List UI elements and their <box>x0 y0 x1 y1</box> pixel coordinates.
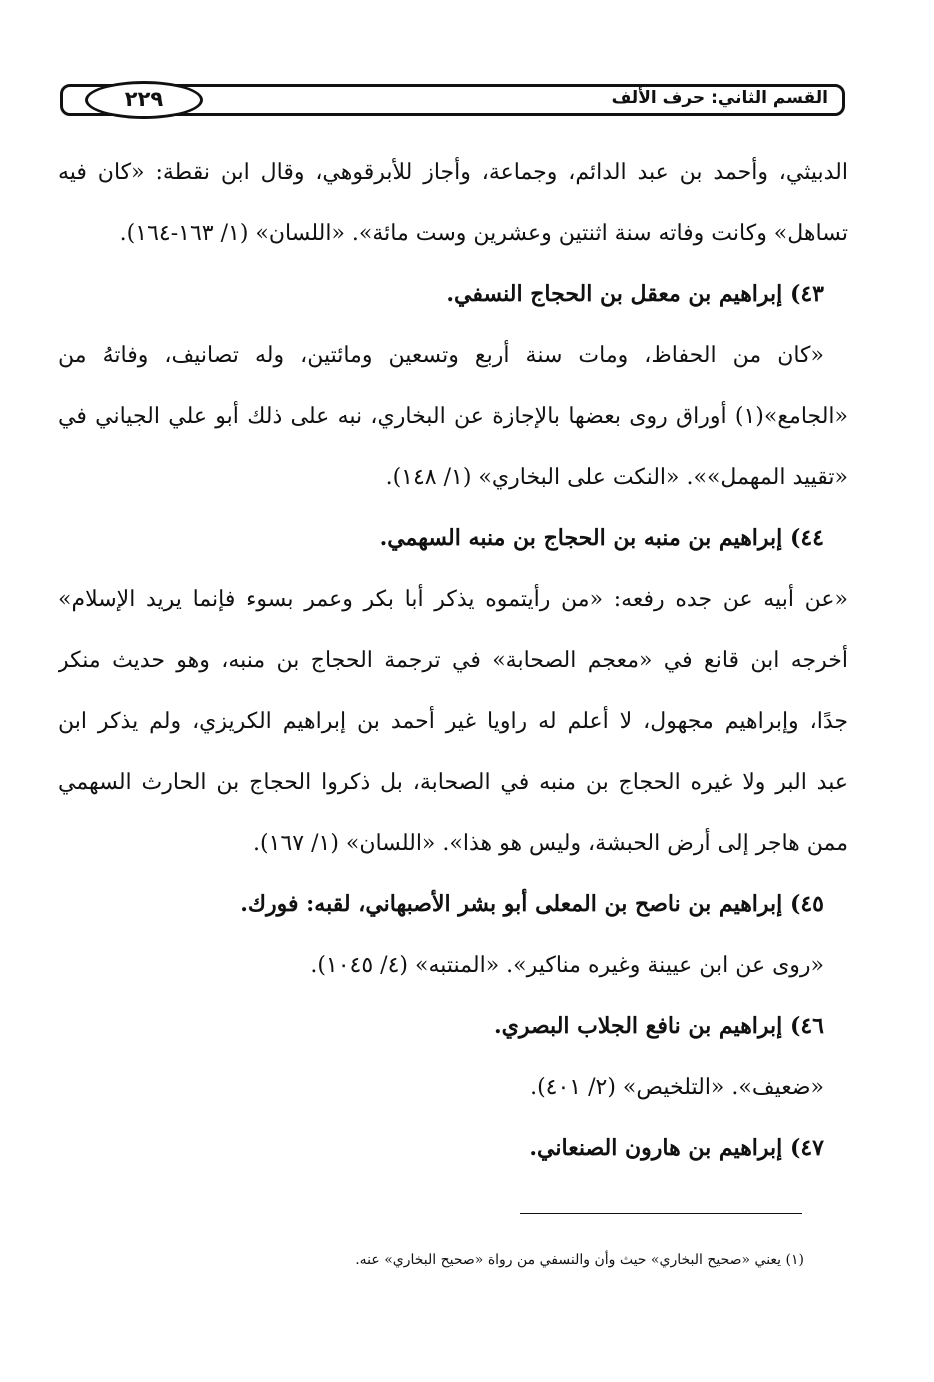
entry-heading-47: ٤٧) إبراهيم بن هارون الصنعاني. <box>529 1135 824 1161</box>
text-line: «ضعيف». «التلخيص» (٢/ ٤٠١). <box>530 1075 824 1100</box>
footnote: (١) يعني «صحيح البخاري» حيث وأن والنسفي من رواة «صحيح البخاري» عنه. <box>355 1252 804 1268</box>
entry-heading-46: ٤٦) إبراهيم بن نافع الجلاب البصري. <box>493 1013 824 1039</box>
text-line: ممن هاجر إلى أرض الحبشة، وليس هو هذا». «اللسان» (١/ ١٦٧). <box>253 831 848 856</box>
text-line: تساهل» وكانت وفاته سنة اثنتين وعشرين وست مائة». «اللسان» (١/ ١٦٣-١٦٤). <box>119 221 848 246</box>
entry-heading-45: ٤٥) إبراهيم بن ناصح بن المعلى أبو بشر الأصبهاني، لقبه: فورك. <box>240 891 824 917</box>
footnote-separator <box>520 1213 802 1214</box>
page-number-badge: ٢٢٩ <box>85 81 203 119</box>
text-line: «تقييد المهمل»». «النكت على البخاري» (١/ ١٤٨). <box>385 465 848 490</box>
text-line: الدبيثي، وأحمد بن عبد الدائم، وجماعة، وأجاز للأبرقوهي، وقال ابن نقطة: «كان فيه <box>58 160 848 185</box>
text-line: «روى عن ابن عيينة وغيره مناكير». «المنتبه» (٤/ ١٠٤٥). <box>310 953 824 978</box>
header-title: القسم الثاني: حرف الألف <box>611 88 828 108</box>
running-header <box>60 84 845 116</box>
text-line: «عن أبيه عن جده رفعه: «من رأيتموه يذكر أبا بكر وعمر بسوء فإنما يريد الإسلام» <box>58 587 848 612</box>
text-line: أخرجه ابن قانع في «معجم الصحابة» في ترجمة الحجاج بن منبه، وهو حديث منكر <box>58 648 848 673</box>
text-line: «كان من الحفاظ، ومات سنة أربع وتسعين ومائتين، وله تصانيف، وفاتهُ من <box>58 343 824 368</box>
text-line: «الجامع»(١) أوراق روى بعضها بالإجازة عن البخاري، نبه على ذلك أبو علي الجياني في <box>58 404 848 429</box>
entry-heading-43: ٤٣) إبراهيم بن معقل بن الحجاج النسفي. <box>446 281 824 307</box>
main-text <box>58 142 848 1179</box>
entry-heading-44: ٤٤) إبراهيم بن منبه بن الحجاج بن منبه السهمي. <box>379 525 824 551</box>
text-line: جدًا، وإبراهيم مجهول، لا أعلم له راويا غير أحمد بن إبراهيم الكريزي، ولم يذكر ابن <box>58 709 848 734</box>
text-line: عبد البر ولا غيره الحجاج بن منبه في الصحابة، بل ذكروا الحجاج بن الحارث السهمي <box>58 770 848 795</box>
